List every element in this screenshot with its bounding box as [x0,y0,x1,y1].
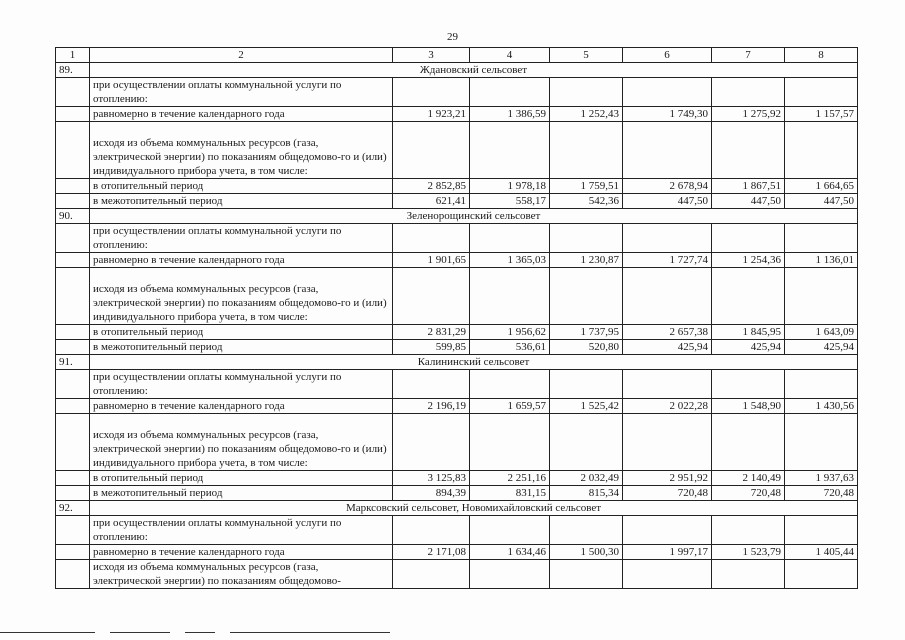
intro-row [56,78,858,107]
page-bottom-edge [0,632,905,634]
empty-cell [785,370,858,399]
tariff-value: 425,94 [712,340,785,355]
section-number: 90. [56,209,90,224]
tariff-value: 1 386,59 [470,107,550,122]
empty-cell [470,414,550,471]
row-number-cell [56,560,90,589]
non-heating-row [56,194,858,209]
empty-cell [623,516,712,545]
empty-cell [785,560,858,589]
uniform-label: равномерно в течение календарного года [90,399,393,414]
tariff-value: 542,36 [550,194,623,209]
tariff-value: 2 171,08 [393,545,470,560]
column-header: 2 [90,48,393,63]
empty-cell [470,268,550,325]
intro-row [56,224,858,253]
tariff-value: 2 022,28 [623,399,712,414]
empty-cell [393,370,470,399]
empty-cell [623,78,712,107]
column-header: 1 [56,48,90,63]
empty-cell [470,516,550,545]
tariff-value: 2 196,19 [393,399,470,414]
empty-cell [712,122,785,179]
intro-label: при осуществлении оплаты коммунальной услуги по отоплению: [90,224,393,253]
row-number-cell [56,107,90,122]
heating-label: в отопительный период [90,325,393,340]
tariff-value: 815,34 [550,486,623,501]
empty-cell [393,122,470,179]
uniform-label: равномерно в течение календарного года [90,253,393,268]
intro-row [56,370,858,399]
tariff-value: 831,15 [470,486,550,501]
tariff-value: 1 548,90 [712,399,785,414]
tariff-value: 2 140,49 [712,471,785,486]
empty-cell [623,414,712,471]
section-row [56,63,858,78]
empty-cell [785,122,858,179]
tariff-value: 1 664,65 [785,179,858,194]
empty-cell [785,268,858,325]
uniform-row [56,399,858,414]
non-heating-label: в межотопительный период [90,486,393,501]
tariff-value: 1 867,51 [712,179,785,194]
section-number: 92. [56,501,90,516]
row-number-cell [56,340,90,355]
intro-row [56,516,858,545]
empty-cell [785,516,858,545]
empty-cell [623,560,712,589]
uniform-row [56,107,858,122]
column-header: 4 [470,48,550,63]
section-row [56,501,858,516]
uniform-row [56,253,858,268]
meter-intro-row [56,560,858,589]
non-heating-row [56,486,858,501]
intro-label: при осуществлении оплаты коммунальной услуги по отоплению: [90,516,393,545]
empty-cell [623,370,712,399]
tariff-value: 1 157,57 [785,107,858,122]
empty-cell [623,224,712,253]
row-number-cell [56,78,90,107]
column-header: 3 [393,48,470,63]
empty-cell [785,78,858,107]
empty-cell [550,78,623,107]
heating-label: в отопительный период [90,471,393,486]
tariff-value: 1 759,51 [550,179,623,194]
row-number-cell [56,486,90,501]
tariff-value: 1 727,74 [623,253,712,268]
tariff-value: 1 937,63 [785,471,858,486]
tariff-value: 1 523,79 [712,545,785,560]
tariff-value: 1 365,03 [470,253,550,268]
row-number-cell [56,516,90,545]
heating-row [56,471,858,486]
empty-cell [393,414,470,471]
empty-cell [550,224,623,253]
empty-cell [550,560,623,589]
heating-row [56,179,858,194]
tariff-value: 720,48 [712,486,785,501]
empty-cell [470,122,550,179]
tariff-value: 536,61 [470,340,550,355]
tariff-value: 2 657,38 [623,325,712,340]
empty-cell [393,516,470,545]
meter-intro-row [56,122,858,179]
empty-cell [550,414,623,471]
tariff-value: 1 659,57 [470,399,550,414]
non-heating-label: в межотопительный период [90,340,393,355]
row-number-cell [56,268,90,325]
empty-cell [393,268,470,325]
section-number: 91. [56,355,90,370]
empty-cell [550,370,623,399]
tariff-value: 1 923,21 [393,107,470,122]
row-number-cell [56,224,90,253]
meter-intro-label: исходя из объема коммунальных ресурсов (газа, электрической энергии) по показаниям общедомово-го и (или) индивидуального прибора учета, в том числе: [90,122,393,179]
tariff-value: 447,50 [712,194,785,209]
empty-cell [785,224,858,253]
empty-cell [712,414,785,471]
empty-cell [712,516,785,545]
row-number-cell [56,253,90,268]
empty-cell [712,370,785,399]
section-row [56,209,858,224]
tariff-value: 1 430,56 [785,399,858,414]
empty-cell [550,122,623,179]
empty-cell [623,122,712,179]
tariff-value: 425,94 [785,340,858,355]
column-header: 5 [550,48,623,63]
tariff-value: 558,17 [470,194,550,209]
tariff-value: 1 634,46 [470,545,550,560]
column-header-row [56,48,858,63]
empty-cell [393,224,470,253]
empty-cell [623,268,712,325]
empty-cell [393,560,470,589]
tariff-value: 2 678,94 [623,179,712,194]
section-name: Ждановский сельсовет [90,63,858,78]
meter-intro-label: исходя из объема коммунальных ресурсов (газа, электрической энергии) по показаниям общедомово- [90,560,393,589]
column-header: 7 [712,48,785,63]
empty-cell [470,560,550,589]
heating-row [56,325,858,340]
intro-label: при осуществлении оплаты коммунальной услуги по отоплению: [90,370,393,399]
section-name: Калининский сельсовет [90,355,858,370]
meter-intro-row [56,414,858,471]
uniform-row [56,545,858,560]
page-number: 29 [447,31,458,43]
uniform-label: равномерно в течение календарного года [90,107,393,122]
tariff-value: 1 845,95 [712,325,785,340]
tariff-value: 1 230,87 [550,253,623,268]
meter-intro-label: исходя из объема коммунальных ресурсов (газа, электрической энергии) по показаниям общедомово-го и (или) индивидуального прибора учета, в том числе: [90,414,393,471]
section-number: 89. [56,63,90,78]
column-header: 8 [785,48,858,63]
tariff-value: 1 997,17 [623,545,712,560]
empty-cell [550,268,623,325]
heating-label: в отопительный период [90,179,393,194]
row-number-cell [56,194,90,209]
section-name: Зеленорощинский сельсовет [90,209,858,224]
empty-cell [712,78,785,107]
tariff-value: 1 275,92 [712,107,785,122]
tariff-value: 720,48 [785,486,858,501]
row-number-cell [56,414,90,471]
tariff-value: 1 956,62 [470,325,550,340]
tariff-value: 1 136,01 [785,253,858,268]
tariff-value: 894,39 [393,486,470,501]
tariff-value: 447,50 [785,194,858,209]
empty-cell [785,414,858,471]
tariff-value: 1 978,18 [470,179,550,194]
uniform-label: равномерно в течение календарного года [90,545,393,560]
tariff-value: 2 032,49 [550,471,623,486]
tariff-value: 599,85 [393,340,470,355]
empty-cell [712,224,785,253]
empty-cell [712,268,785,325]
empty-cell [470,370,550,399]
section-name: Марксовский сельсовет, Новомихайловский сельсовет [90,501,858,516]
tariff-value: 1 643,09 [785,325,858,340]
tariff-value: 520,80 [550,340,623,355]
row-number-cell [56,545,90,560]
row-number-cell [56,122,90,179]
row-number-cell [56,179,90,194]
tariff-value: 2 951,92 [623,471,712,486]
tariff-value: 621,41 [393,194,470,209]
tariff-value: 1 252,43 [550,107,623,122]
meter-intro-label: исходя из объема коммунальных ресурсов (газа, электрической энергии) по показаниям общедомово-го и (или) индивидуального прибора учета, в том числе: [90,268,393,325]
tariff-value: 447,50 [623,194,712,209]
tariff-value: 2 831,29 [393,325,470,340]
tariff-value: 1 500,30 [550,545,623,560]
tariff-value: 1 254,36 [712,253,785,268]
empty-cell [470,78,550,107]
tariff-table [55,47,858,589]
tariff-value: 425,94 [623,340,712,355]
tariff-value: 1 749,30 [623,107,712,122]
row-number-cell [56,370,90,399]
section-row [56,355,858,370]
intro-label: при осуществлении оплаты коммунальной услуги по отоплению: [90,78,393,107]
tariff-value: 1 737,95 [550,325,623,340]
empty-cell [470,224,550,253]
tariff-value: 1 405,44 [785,545,858,560]
tariff-value: 1 525,42 [550,399,623,414]
tariff-value: 1 901,65 [393,253,470,268]
empty-cell [393,78,470,107]
meter-intro-row [56,268,858,325]
column-header: 6 [623,48,712,63]
non-heating-row [56,340,858,355]
tariff-value: 720,48 [623,486,712,501]
non-heating-label: в межотопительный период [90,194,393,209]
empty-cell [550,516,623,545]
empty-cell [712,560,785,589]
tariff-value: 2 852,85 [393,179,470,194]
tariff-value: 2 251,16 [470,471,550,486]
row-number-cell [56,471,90,486]
row-number-cell [56,399,90,414]
tariff-value: 3 125,83 [393,471,470,486]
row-number-cell [56,325,90,340]
